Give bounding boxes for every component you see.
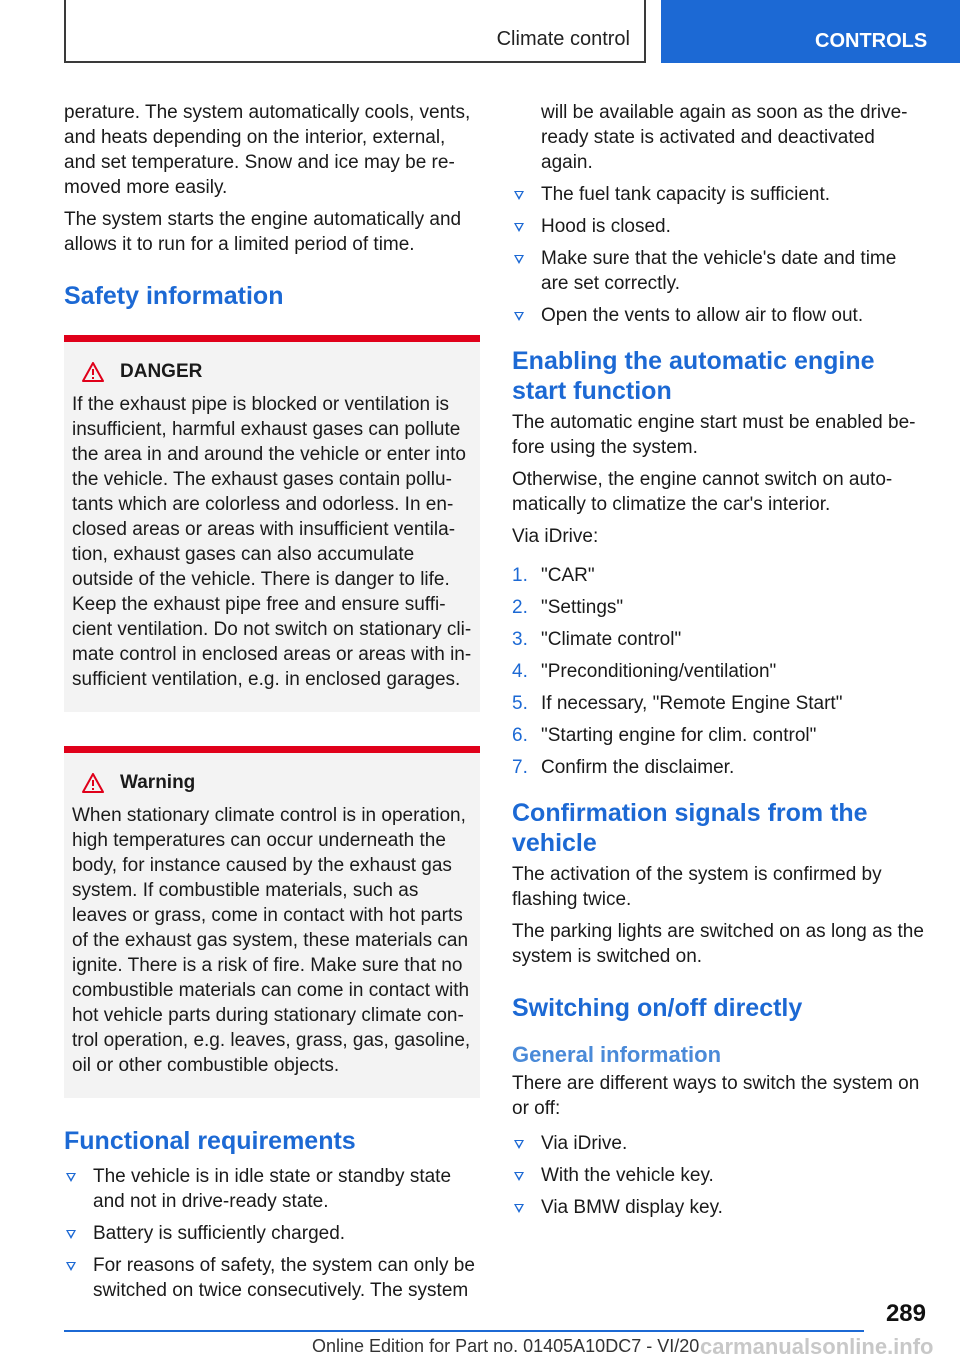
switching-heading: Switching on/off directly: [512, 994, 803, 1022]
header-section-tab: [64, 0, 646, 63]
list-item: Via iDrive.: [512, 1131, 928, 1156]
enable-paragraph-3: Via iDrive:: [512, 526, 599, 547]
bullet-triangle-icon: [66, 1173, 76, 1182]
intro-paragraph-1: perature. The system automatically cools, vents, and heats depending on the interior, external, and set temperature. Snow and ice may be removed more easily.: [64, 102, 471, 198]
danger-title: [72, 360, 472, 384]
functional-requirements-heading: Functional requirements: [64, 1127, 356, 1155]
warning-triangle-icon: [82, 362, 104, 382]
bullet-triangle-icon: [514, 255, 524, 264]
edition-text: Online Edition for Part no. 01405A10DC7 - VI/20: [312, 1336, 700, 1356]
left-column: [64, 100, 480, 1310]
bullet-triangle-icon: [514, 1172, 524, 1181]
watermark-text: carmanualsonline.info: [700, 1334, 934, 1359]
confirmation-paragraph-2: The parking lights are switched on as long as the system is switched on.: [512, 921, 924, 967]
warning-title: [72, 771, 472, 795]
bullet-triangle-icon: [514, 312, 524, 321]
list-item: With the vehicle key.: [512, 1163, 928, 1188]
bullet-triangle-icon: [514, 1204, 524, 1213]
list-item: 4. "Preconditioning/ventilation": [512, 661, 777, 682]
list-item: Hood is closed.: [512, 214, 928, 239]
danger-box: [64, 335, 480, 712]
confirmation-paragraph-1: The activation of the system is confirmed by flashing twice.: [512, 864, 882, 910]
list-item: The fuel tank capacity is sufficient.: [512, 182, 928, 207]
warning-label: Warning: [120, 772, 196, 793]
right-column: [512, 100, 928, 1227]
bullet-triangle-icon: [66, 1230, 76, 1239]
bullet-triangle-icon: [66, 1262, 76, 1271]
ways-list: [512, 1131, 928, 1220]
list-item: The vehicle is in idle state or standby state and not in drive-ready state.: [64, 1164, 480, 1214]
warning-text: When stationary climate control is in operation, high temperatures can occur underneath the body, for instance caused by the exhaust gas system. If combustible materials, such as leaves or grass, come in contact with hot parts of the exhaust gas system, these materials can ignite. There is a risk of fire. Make sure that no combustible materials can come in contact with hot vehicle parts during stationary climate control operation, e.g. leaves, grass, gas, gasoline, oil or other combustible objects.: [72, 805, 471, 1076]
chapter-title: CONTROLS: [815, 30, 928, 52]
header-chapter-tab: [661, 0, 960, 63]
page-number: 289: [885, 1300, 926, 1327]
enable-heading: Enabling the automatic engine start function: [512, 347, 875, 405]
steps-list: [512, 563, 928, 780]
confirmation-heading: Confirmation signals from the vehicle: [512, 799, 868, 857]
list-item: 3. "Climate control": [512, 629, 682, 650]
list-item: Make sure that the vehicle's date and time are set correctly.: [512, 246, 928, 296]
list-item: 7. Confirm the disclaimer.: [512, 757, 735, 778]
warning-triangle-icon: [82, 773, 104, 793]
footer-divider: [64, 1330, 864, 1332]
list-item: Battery is sufficiently charged.: [64, 1221, 480, 1246]
list-item: 6. "Starting engine for clim. control": [512, 725, 817, 746]
intro-paragraph-2: The system starts the engine automatically and allows it to run for a limited period of time.: [64, 209, 462, 255]
general-information-heading: General information: [512, 1042, 722, 1067]
bullet-triangle-icon: [514, 223, 524, 232]
warning-box: [64, 746, 480, 1098]
requirements-list-left: [64, 1164, 480, 1303]
enable-paragraph-1: The automatic engine start must be enabled before using the system.: [512, 412, 916, 458]
list-item: Open the vents to allow air to flow out.: [512, 303, 928, 328]
danger-text: If the exhaust pipe is blocked or ventilation is insufficient, harmful exhaust gases can pollute the area in and around the vehicle or enter into the vehicle. The exhaust gases contain pollutants which are colorless and odorless. In enclosed areas or areas with insufficient ventilation, exhaust gases can also accumulate outside of the vehicle. There is danger to life. Keep the exhaust pipe free and ensure sufficient ventilation. Do not switch on stationary climate control in enclosed areas or areas with insufficient ventilation, e.g. in enclosed garages.: [72, 394, 472, 690]
enable-paragraph-2: Otherwise, the engine cannot switch on automatically to climatize the car's interior.: [512, 469, 893, 515]
bullet-triangle-icon: [514, 191, 524, 200]
danger-label: DANGER: [120, 361, 203, 382]
requirements-list-right: [512, 182, 928, 328]
list-item-continuation: will be available again as soon as the drive-ready state is activated and deactivated again.: [541, 102, 908, 173]
general-paragraph: There are different ways to switch the system on or off:: [512, 1073, 920, 1119]
list-item: Via BMW display key.: [512, 1195, 928, 1220]
bullet-triangle-icon: [514, 1140, 524, 1149]
section-title: Climate control: [496, 28, 630, 50]
list-item: 2. "Settings": [512, 597, 624, 618]
list-item: 5. If necessary, "Remote Engine Start": [512, 693, 843, 714]
list-item: For reasons of safety, the system can only be switched on twice consecutively. The system: [64, 1253, 480, 1303]
safety-heading: Safety information: [64, 282, 284, 310]
list-item: 1. "CAR": [512, 565, 595, 586]
